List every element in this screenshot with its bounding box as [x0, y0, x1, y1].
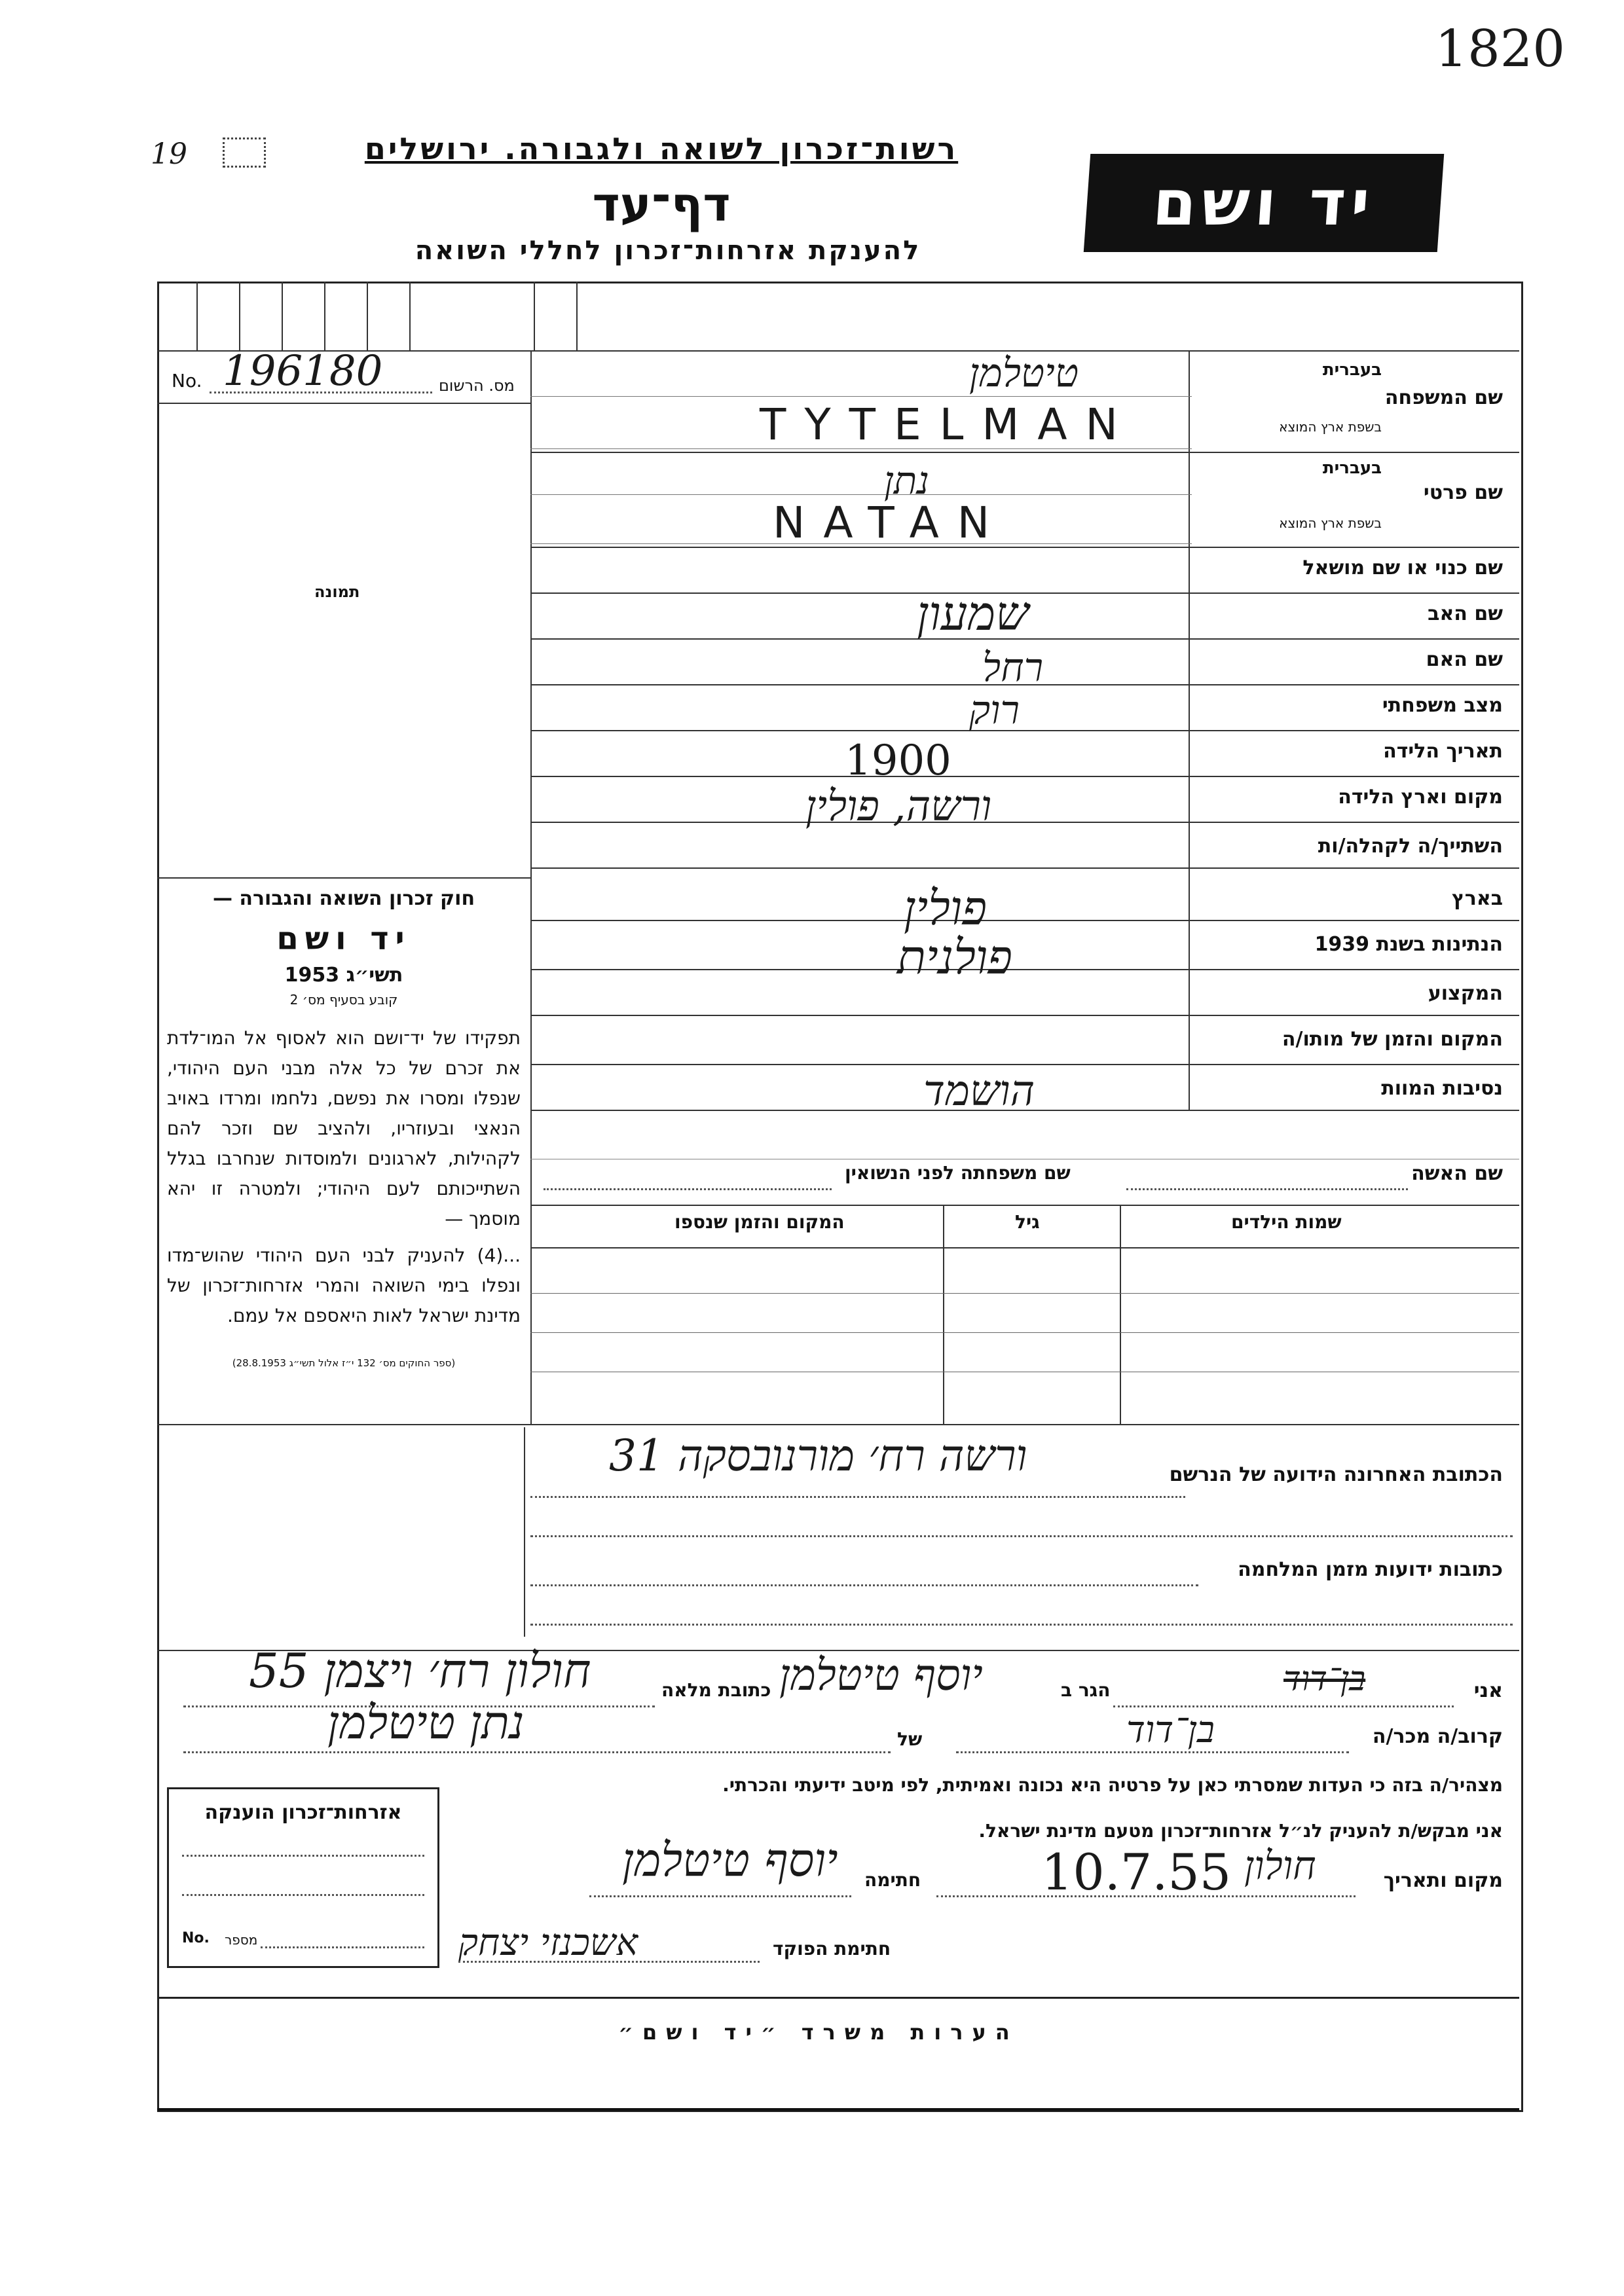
- place-date-label: מקום ותאריך: [1383, 1869, 1503, 1892]
- birth-place-label: מקום וארץ הלידה: [1338, 786, 1503, 809]
- first-name-hebrew-label: בעברית: [1322, 458, 1382, 478]
- death-circ-label: נסיבות המוות: [1381, 1077, 1503, 1100]
- logo-text: יד ושם: [1150, 166, 1378, 240]
- last-address-label: הכתובת האחרונה הידועה של הנרשם: [1169, 1463, 1503, 1486]
- death-place-label: המקום והזמן של מותו/ה: [1282, 1028, 1503, 1051]
- of-value: נתן טיטלמן: [327, 1696, 525, 1749]
- birth-place-value: ורשה, פולין: [805, 782, 992, 831]
- maiden-name-label: שם משפחתה לפני הנשואין: [845, 1162, 1071, 1184]
- children-header-age: גיל: [1015, 1211, 1040, 1233]
- registration-label: מס. הרשום: [439, 376, 515, 395]
- date-value: 10.7.55: [1041, 1843, 1232, 1901]
- full-address-value: חולון רח׳ ויצמן 55: [249, 1643, 591, 1698]
- declarant-label: אני: [1473, 1679, 1503, 1702]
- nickname-label: שם כנוי או שם מושאל: [1302, 556, 1503, 579]
- citizenship-value: פולנית: [897, 930, 1013, 985]
- children-header-names: שמות הילדים: [1231, 1211, 1342, 1233]
- first-name-hebrew-value: נתן: [884, 458, 930, 503]
- law-paragraph-2: ...(4) להעניק לבני העם היהודי שהוש־מדו ונפלו בימי השואה והמרי אזרחות־זכרון של מדינת ישראל לאות היאספם אל עמם.: [167, 1245, 521, 1326]
- small-mark: 19: [151, 137, 187, 171]
- header: [0, 118, 1624, 275]
- family-name-label: שם המשפחה: [1384, 386, 1503, 409]
- resident-label: הגר ב: [1061, 1679, 1111, 1701]
- family-name-hebrew-label: בעברית: [1322, 360, 1382, 380]
- relative-label: קרוב/ה מכר/ה: [1372, 1725, 1503, 1748]
- mother-label: שם האם: [1426, 648, 1503, 671]
- resident-value: יוסף טיטלמן: [779, 1650, 983, 1700]
- officer-label: חתימת הפוקד: [773, 1938, 891, 1959]
- children-header-place: המקום והזמן שנספו: [674, 1211, 845, 1233]
- citizenship-granted-box: [167, 1787, 439, 1968]
- law-clause: קובע בסעיף מס׳ 2: [289, 992, 398, 1008]
- marital-label: מצב משפחתי: [1382, 694, 1503, 717]
- community-label: השתייך/ה לקהלה/ות: [1318, 835, 1503, 858]
- birth-date-value: 1900: [845, 737, 951, 785]
- office-notes-label: הערות משרד ״יד ושם״: [618, 2020, 1019, 2045]
- marital-value: רוק: [969, 687, 1020, 733]
- statement-2: אני מבקש/ת להעניק לנ״ל אזרחות־זכרון מטעם מדינת ישראל.: [978, 1820, 1503, 1842]
- family-name-hebrew-value: טיטלמן: [969, 350, 1079, 396]
- father-label: שם האב: [1428, 602, 1503, 625]
- registration-number: 196180: [223, 347, 383, 395]
- relative-value: בן־דוד: [1126, 1709, 1215, 1751]
- declarant-value: בן־דוד: [1283, 1660, 1366, 1699]
- law-year: תשי״ג 1953: [284, 964, 403, 987]
- law-source: (ספר החוקים מס׳ 132 י״ז אלול תשי״ג 28.8.1953): [232, 1357, 456, 1369]
- law-title: חוק זכרון השואה והגבורה —: [212, 887, 475, 910]
- place-value: חולון: [1244, 1843, 1316, 1889]
- stamp-mark: [223, 137, 266, 168]
- signature-label: חתימה: [864, 1869, 921, 1891]
- country-label: בארץ: [1451, 887, 1503, 910]
- father-value: שמעון: [917, 586, 1029, 641]
- officer-value: אשכנזי יצחק: [458, 1922, 638, 1964]
- archive-number: 1820: [1435, 20, 1565, 79]
- profession-label: המקצוע: [1428, 982, 1503, 1005]
- statement-1: מצהיר/ה בזה כי העדות שמסרתי כאן על פרטיה היא נכונה ואמיתית, לפי מיטב ידיעתי והכרתי.: [722, 1774, 1503, 1796]
- law-paragraph-1: תפקידו של יד־ושם הוא לאסוף אל המו־לדת את זכרם של כל אלה מבני העם היהודי, שנפלו ומסרו את נפשם, נלחמו ומרדו באויב הנאצי ובעוזריו, ולהציב שם וזכר להם לקהילות, לארגונים ולמוסדות שנחרבו בגלל השתייכותם לעם היהודי; ולמטרה זו יהא מוסמך —: [167, 1027, 521, 1230]
- form-title: דף־עד: [592, 177, 731, 232]
- family-name-origin-label: בשפת ארץ המוצא: [1279, 419, 1382, 435]
- law-name: יד ושם: [276, 920, 411, 957]
- citizenship-box-number-label: מספר: [225, 1932, 258, 1948]
- mother-value: רחל: [982, 645, 1044, 691]
- yad-vashem-logo: [1084, 154, 1444, 252]
- country-value: פולין: [904, 881, 987, 936]
- org-line: רשות־זכרון לשואה ולגבורה. ירושלים: [364, 131, 959, 166]
- wartime-address-label: כתובות ידועות מזמן המלחמה: [1238, 1558, 1503, 1581]
- photo-label: תמונה: [314, 583, 360, 601]
- full-address-label: כתובת מלאה: [661, 1679, 771, 1701]
- of-label: של: [897, 1728, 923, 1750]
- wife-label: שם האשה: [1411, 1162, 1503, 1185]
- first-name-label: שם פרטי: [1423, 481, 1503, 504]
- law-box: [167, 887, 521, 1369]
- citizenship-box-no: No.: [182, 1930, 210, 1946]
- citizenship-box-title: אזרחות־זכרון הוענקה: [204, 1801, 402, 1824]
- first-name-latin-value: NATAN: [773, 498, 1008, 548]
- registration-no-label: No.: [172, 370, 202, 392]
- birth-date-label: תאריך הלידה: [1383, 740, 1503, 763]
- citizenship-label: הנתינות בשנת 1939: [1314, 933, 1503, 956]
- signature-value: יוסף טיטלמן: [622, 1833, 838, 1887]
- form-subtitle: להענקת אזרחות־זכרון לחללי השואה: [415, 236, 921, 266]
- first-name-origin-label: בשפת ארץ המוצא: [1279, 515, 1382, 531]
- death-circ-value: הושמד: [923, 1067, 1035, 1116]
- last-address-value: ורשה רח׳ מורנובסקה 31: [609, 1430, 1027, 1481]
- family-name-latin-value: TYTELMAN: [760, 399, 1136, 450]
